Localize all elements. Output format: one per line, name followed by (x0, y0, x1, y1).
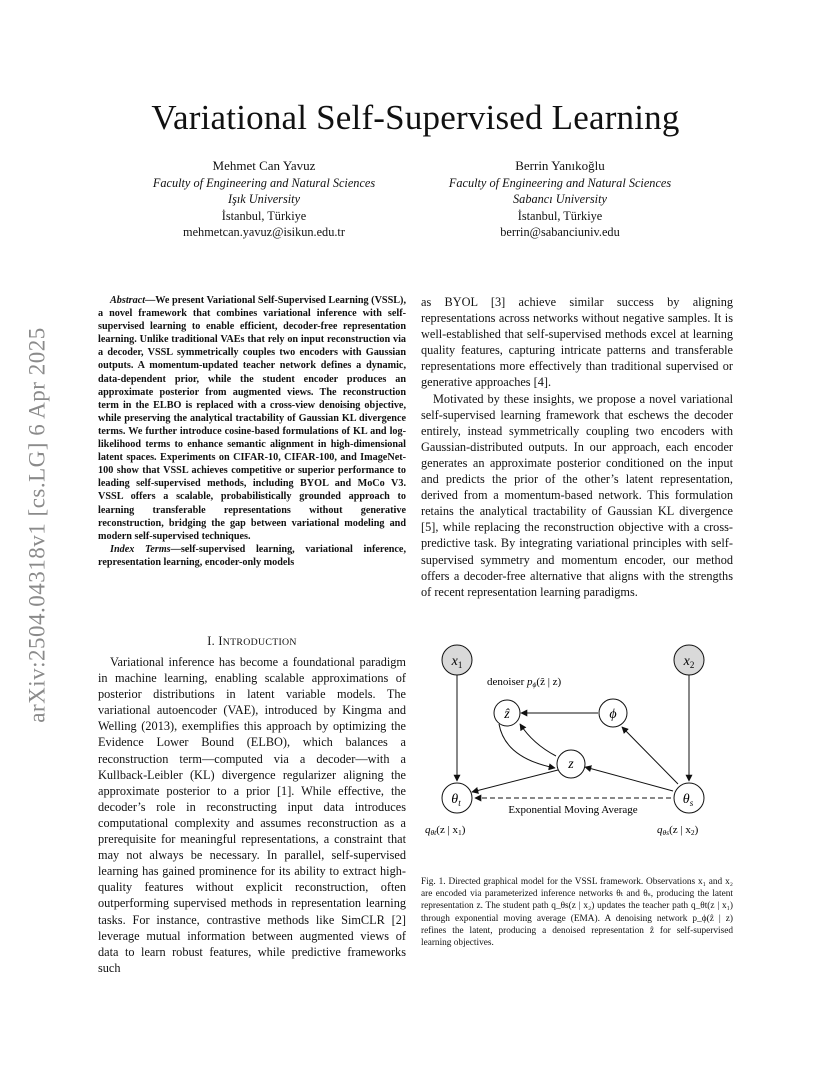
edge-theta-s-z (585, 767, 673, 791)
abstract (98, 294, 406, 569)
right-column (421, 294, 733, 600)
author-email[interactable]: mehmetcan.yavuz@isikun.edu.tr (183, 225, 345, 240)
author-affiliation: Faculty of Engineering and Natural Sciences (152, 175, 376, 190)
arxiv-id: arXiv:2504.04318v1 [cs.LG] 6 Apr 2025 (25, 327, 50, 723)
author-location: İstanbul, Türkiye (221, 208, 307, 223)
edge-zhat-z (499, 724, 555, 768)
author-block-1 (114, 158, 414, 241)
author-affiliation: Faculty of Engineering and Natural Sciences (448, 175, 672, 190)
denoiser-label: denoiser pϕ(ẑ | z) (487, 676, 562, 689)
abstract-text: —We present Variational Self-Supervised Learning (VSSL), a novel framework that combines variational inference with self-supervised learning to enable efficient, decoder-free representation learning. Unlike traditional VAEs that rely on input reconstruction via a decoder, VSSL symmetrically couples two encoders with Gaussian outputs. A momentum-updated teacher network defines a dynamic, data-dependent prior, while the student encoder produces an approximate posterior from augmented views. The reconstruction term in the ELBO is replaced with a cross-view denoising objective, while preserving the analytical tractability of Gaussian KL divergence terms. We further introduce cosine-based formulations of KL and log-likelihood terms to enhance semantic alignment in high-dimensional latent spaces. Experiments on CIFAR-10, CIFAR-100, and ImageNet-100 show that VSSL achieves competitive or superior performance to leading self-supervised methods, including BYOL and MoCo V3. VSSL offers a scalable, probabilistically grounded approach to learning transferable representations without generative reconstruction, bridging the gap between variational modeling and modern self-supervised techniques. (98, 295, 406, 542)
label-phi: ϕ (609, 707, 617, 722)
index-terms-label: Index Terms (110, 543, 171, 555)
q-theta-s-label: qθs(z | x2) (657, 824, 699, 837)
section-title-initial: I (218, 634, 223, 648)
arxiv-sidebar (22, 290, 54, 760)
edge-z-zhat (520, 724, 556, 756)
label-theta-s: $\theta_s$ (682, 792, 694, 808)
label-zhat: ẑ (504, 707, 510, 722)
section-title-rest: NTRODUCTION (222, 637, 297, 648)
label-x1: $x_1$ (451, 654, 463, 670)
author-university: Işık University (227, 192, 301, 207)
edge-theta-s-phi (622, 727, 678, 784)
section-heading-introduction (98, 634, 406, 649)
figure-graphical-model (421, 640, 733, 840)
right-paragraph-2: Motivated by these insights, we propose a novel variational self-supervised learning framework that eschews the decoder entirely, instead symmetrically coupling two encoders with Gaussian-distributed outputs. In our approach, each encoder generates an approximate posterior conditioned on the input and predicts the prior of the other’s latent representation, derived from a momentum-based network. This formulation retains the analytical tractability of Gaussian KL divergence [5], while replacing the reconstruction objective with a cross-predictive task. By integrating variational principles with self-supervised symmetry and momentum encoder, our method offers a decoder-free alternative that aligns with the strengths of recent representation learning paradigms. (421, 391, 733, 599)
edge-z-theta-t (472, 770, 558, 792)
q-theta-t-label: qθt(z | x1) (425, 824, 466, 837)
section-number: I. (207, 634, 219, 648)
author-email[interactable]: berrin@sabanciuniv.edu (500, 225, 620, 240)
paper-title: Variational Self-Supervised Learning (151, 98, 680, 137)
intro-left-column (98, 654, 406, 976)
label-x2: $x_2$ (683, 654, 695, 670)
author-name: Mehmet Can Yavuz (212, 158, 316, 173)
abstract-label: Abstract (110, 295, 146, 306)
index-terms-text: —self-supervised learning, variational inference, representation learning, encoder-only models (98, 543, 406, 568)
index-terms (98, 543, 406, 569)
label-theta-t: $\theta_t$ (451, 792, 461, 808)
author-university: Sabancı University (513, 192, 607, 207)
intro-paragraph-1: Variational inference has become a foundational paradigm in machine learning, enabling scalable approximations of posterior distributions in latent variable models. The variational autoencoder (VAE), introduced by Kingma and Welling (2013), exemplifies this approach by optimizing the Evidence Lower Bound (ELBO), which balances a reconstruction term—computed via a decoder—with a Kullback-Leibler (KL) divergence regularizer aligning the approximate posterior to a prior [1]. While effective, the decoder’s role in reconstructing input data introduces computational complexity and assumes reconstruction as a prerequisite for meaningful representations, a constraint that may not always be necessary. In parallel, self-supervised learning has gained prominence for its ability to extract high-quality features without explicit reconstruction, often outperforming supervised methods in representation learning tasks. For instance, contrastive methods like SimCLR [2] leverage mutual information between augmented views of data to learn robust features, while predictive frameworks such (98, 655, 406, 975)
ema-label: Exponential Moving Average (508, 804, 638, 816)
figure-caption: Fig. 1. Directed graphical model for the VSSL framework. Observations x₁ and x₂ are encoded via parameterized inference networks θₜ and θₛ, producing the latent representation z. The student path q_θs(z | x₂) updates the teacher path q_θt(z | x₁) through exponential moving average (EMA). A denoising network p_ϕ(ẑ | z) refines the latent, producing a denoised representation ẑ for self-supervised learning objectives. (421, 877, 733, 949)
author-name: Berrin Yanıkoğlu (515, 158, 605, 173)
abstract-paragraph (98, 294, 406, 543)
author-location: İstanbul, Türkiye (517, 208, 603, 223)
right-paragraph-1: as BYOL [3] achieve similar success by aligning representations across networks without negative samples. It is well-established that self-supervised methods excel at learning quality features, capturing intricate patterns and transferable representations more effectively than traditional supervised or generative approaches [4]. (421, 295, 733, 390)
label-z: z (568, 757, 574, 772)
author-block-2 (410, 158, 710, 241)
graphical-model-diagram (421, 640, 733, 840)
